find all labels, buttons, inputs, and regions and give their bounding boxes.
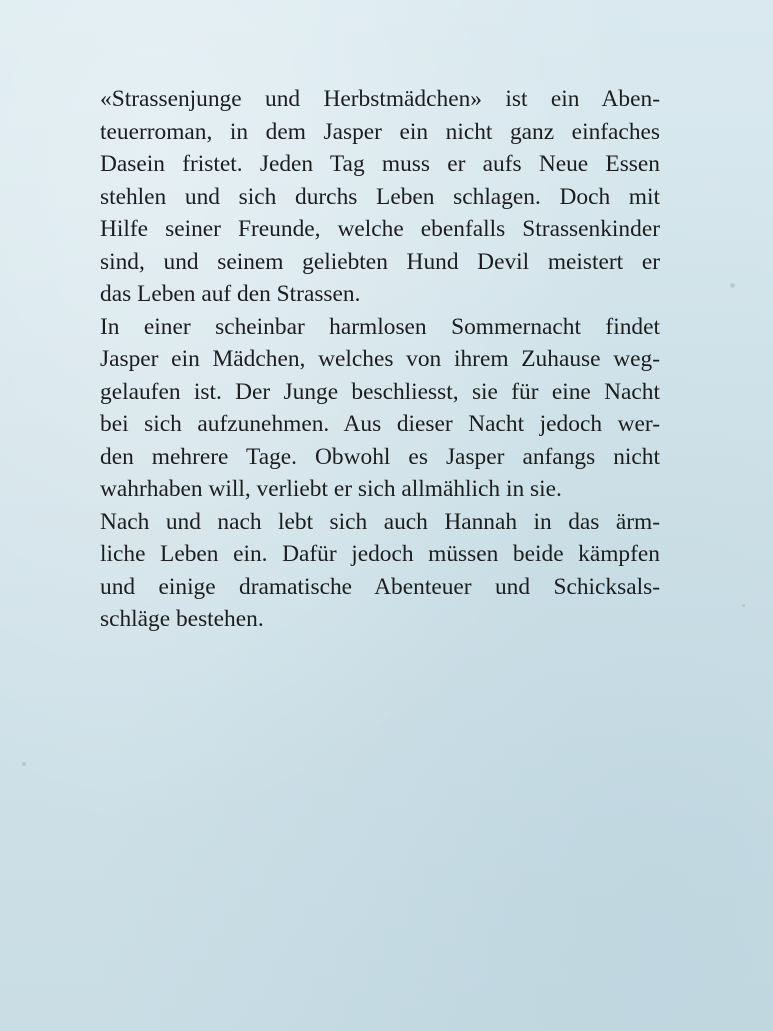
paper-speck <box>22 762 26 766</box>
blurb-line: bei sich aufzunehmen. Aus dieser Nacht jedoch wer- <box>100 411 660 437</box>
blurb-line: liche Leben ein. Dafür jedoch müssen beide kämpfen <box>100 541 660 567</box>
blurb-line: Hilfe seiner Freunde, welche ebenfalls Strassenkinder <box>100 216 660 242</box>
blurb-line: sind, und seinem geliebten Hund Devil meistert er <box>100 248 660 275</box>
blurb-text <box>100 83 660 636</box>
blurb-line: teuerroman, in dem Jasper ein nicht ganz einfaches <box>100 118 660 145</box>
blurb-line: Dasein fristet. Jeden Tag muss er aufs Neue Essen <box>100 151 660 177</box>
blurb-line: das Leben auf den Strassen. <box>100 281 361 307</box>
blurb-line: Nach und nach lebt sich auch Hannah in das ärm- <box>100 508 660 535</box>
blurb-line: gelaufen ist. Der Junge beschliesst, sie für eine Nacht <box>100 378 660 405</box>
blurb-line: schläge bestehen. <box>100 606 264 632</box>
blurb-line: stehlen und sich durchs Leben schlagen. Doch mit <box>100 183 660 210</box>
blurb-line: den mehrere Tage. Obwohl es Jasper anfangs nicht <box>100 443 660 470</box>
blurb-line: In einer scheinbar harmlosen Sommernacht findet <box>100 313 660 340</box>
paper-speck <box>730 283 735 288</box>
blurb-line: «Strassenjunge und Herbstmädchen» ist ein Aben- <box>100 86 660 112</box>
blurb-line: Jasper ein Mädchen, welches von ihrem Zuhause weg- <box>100 346 660 372</box>
paper-speck <box>742 604 745 607</box>
blurb-line: wahrhaben will, verliebt er sich allmählich in sie. <box>100 476 562 502</box>
blurb-line: und einige dramatische Abenteuer und Schicksals- <box>100 573 660 600</box>
